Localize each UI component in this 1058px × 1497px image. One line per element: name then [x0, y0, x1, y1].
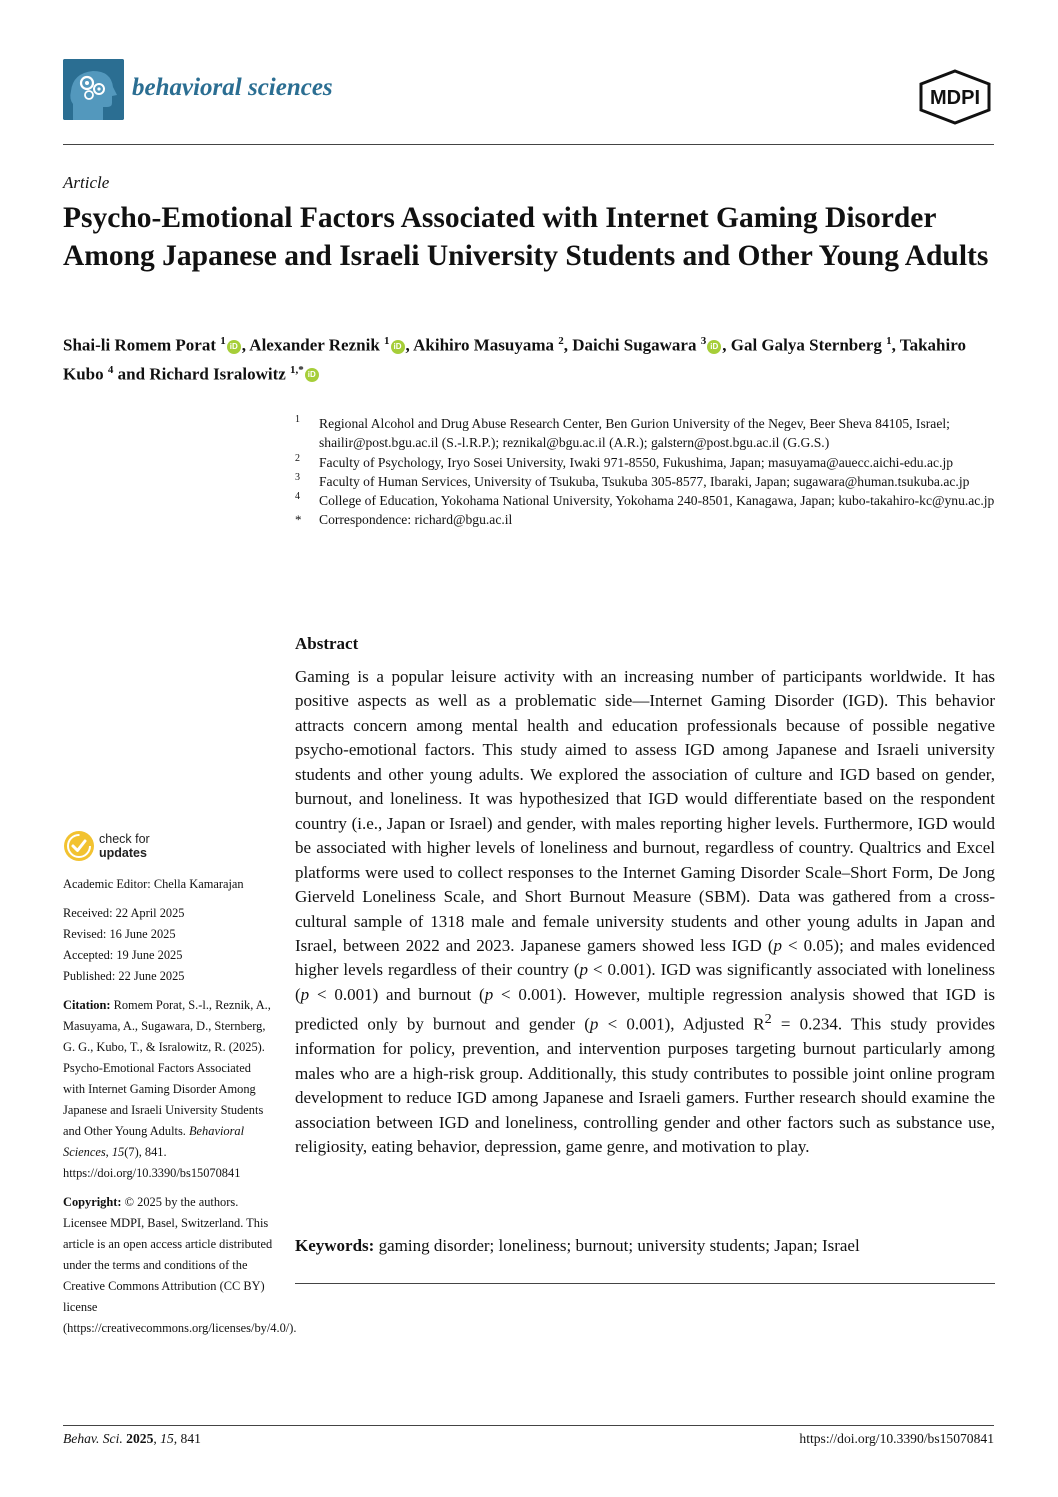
abstract-heading: Abstract — [295, 634, 359, 653]
affiliation-item — [295, 414, 995, 453]
affiliation-text: Correspondence: richard@bgu.ac.il — [319, 512, 513, 528]
affiliation-item — [295, 472, 995, 491]
author-affiliation-mark: 1 — [384, 335, 390, 347]
mdpi-logo-icon — [916, 69, 994, 125]
orcid-icon[interactable]: iD — [227, 340, 241, 354]
citation: Citation: Romem Porat, S.-l., Reznik, A., Masuyama, A., Sugawara, D., Sternberg, G. G., Kubo, T., & Isralowitz, R. (2025). Psycho-Emotional Factors Associated with Internet Gaming Disorder Among Japanese and Israeli University Students and Other Young Adults. Behavioral Sciences, 15(7), 841. https://doi.org/10.3390/bs15070841 — [63, 998, 271, 1180]
affiliation-mark: 1 — [295, 414, 300, 425]
received-date: Received: 22 April 2025 — [63, 906, 185, 920]
footer-citation: Behav. Sci. 2025, 15, 841 — [63, 1431, 201, 1446]
copyright-label: Copyright: — [63, 1195, 122, 1209]
publisher-name: MDPI — [930, 87, 980, 109]
orcid-icon[interactable]: iD — [305, 368, 319, 382]
journal-name: behavioral sciences — [132, 74, 333, 101]
affiliation-text: Faculty of Human Services, University of Tsukuba, Tsukuba 305-8577, Ibaraki, Japan; sugawara@human.tsukuba.ac.jp — [319, 473, 970, 489]
author-affiliation-mark: 2 — [558, 335, 564, 347]
author-affiliation-mark: 3 — [700, 335, 707, 347]
affiliation-mark: 3 — [295, 471, 300, 483]
article-type: Article — [63, 173, 110, 192]
keywords-text: gaming disorder; loneliness; burnout; university students; Japan; Israel — [374, 1236, 860, 1255]
author-name: Takahiro Kubo — [63, 335, 966, 384]
footer-doi-link[interactable]: https://doi.org/10.3390/bs15070841 — [799, 1431, 994, 1446]
article-info-sidebar — [63, 874, 297, 1347]
author-name: Akihiro Masuyama — [413, 335, 555, 355]
orcid-icon[interactable]: iD — [707, 340, 721, 354]
academic-editor: Academic Editor: Chella Kamarajan — [63, 877, 244, 891]
revised-date: Revised: 16 June 2025 — [63, 927, 176, 941]
affiliation-text: Regional Alcohol and Drug Abuse Research Center, Ben Gurion University of the Negev, Beer Sheva 84105, Israel; shailir@post.bgu.ac.il (S.-l.R.P.); reznikal@bgu.ac.il (A.R.); galstern@post.bgu.ac.il (G.G.S.) — [319, 416, 950, 451]
check-for-label: check for — [99, 832, 150, 846]
affiliation-mark: 4 — [295, 491, 300, 503]
author-affiliation-mark: 4 — [107, 363, 114, 376]
header-divider — [63, 144, 994, 145]
paper-title: Psycho-Emotional Factors Associated with Internet Gaming Disorder Among Japanese and Israeli University Students and Other Young Adults — [63, 202, 989, 272]
author-list: Shai-li Romem Porat $^1$ iD , Alexander Reznik $^1$ iD , Akihiro Masuyama $^2$, Daichi Sugawara $^3$ iD , Gal Galya Sternberg $^1$, Takahiro Kubo $^4$ and Richard Isralowitz $^{1,*}$ iD — [63, 335, 966, 384]
published-date: Published: 22 June 2025 — [63, 969, 185, 983]
updates-label: updates — [99, 846, 147, 860]
orcid-icon[interactable]: iD — [391, 340, 405, 354]
abstract-divider — [295, 1283, 995, 1284]
author-name: Alexander Reznik — [249, 335, 380, 355]
affiliations-list — [295, 414, 995, 530]
citation-doi-link[interactable]: (7), 841. https://doi.org/10.3390/bs15070841 — [63, 1145, 241, 1180]
journal-logo-icon — [63, 59, 124, 120]
check-for-updates-button[interactable] — [63, 830, 203, 866]
abstract-body: Gaming is a popular leisure activity with an increasing number of participants worldwide. It has positive aspects as well as a problematic side—Internet Gaming Disorder (IGD). This behavior attracts concern among mental health and education professionals because of possible negative psycho-emotional factors. This study aimed to assess IGD among Japanese and Israeli university students and other young adults. We explored the association of culture and IGD based on gender, burnout, and loneliness. It was hypothesized that IGD would differentiate based on the respondent country (i.e., Japan or Israel) and gender, with males reporting higher levels. Furthermore, IGD would be associated with higher levels of loneliness and burnout, regardless of country. Qualtrics and Excel platforms were used to collect responses to the Internet Gaming Disorder Scale–Short Form, De Jong Gierveld Loneliness Scale, and Short Burnout Measure (SBM). Data was gathered from a cross-cultural sample of 1318 male and female university students and other young adults in Japan and Israel, between 2022 and 2023. Japanese gamers showed less IGD (p < 0.05); and males evidenced higher levels regardless of their country (p < 0.001). IGD was significantly associated with loneliness (p < 0.001) and burnout (p < 0.001). However, multiple regression analysis showed that IGD is predicted only by burnout and gender (p < 0.001), Adjusted $R^2 = 0.234$. This study provides information for policy, prevention, and intervention purposes targeting burnout particularly among males who are a high-risk group. Additionally, this study contributes to possible joint online program development to reduce IGD among Japanese and Israeli gamers. Further research should examine the association between IGD and loneliness, controlling gender and other factors such as substance use, religiosity, eating behavior, depression, game genre, and motivation to play. — [295, 667, 996, 1157]
article-dates — [63, 903, 275, 987]
affiliation-text: Faculty of Psychology, Iryo Sosei University, Iwaki 971-8550, Fukushima, Japan; masuyama@auecc.aichi-edu.ac.jp — [319, 454, 954, 470]
citation-label: Citation: — [63, 998, 111, 1012]
citation-journal: Behavioral Sciences — [63, 1124, 245, 1159]
author-affiliation-mark: 1 — [220, 335, 226, 347]
author-name: Shai-li Romem Porat — [63, 335, 216, 355]
affiliation-item — [295, 510, 995, 529]
keywords-label: Keywords: — [295, 1236, 375, 1255]
check-updates-icon — [63, 830, 95, 862]
affiliation-item — [295, 453, 995, 472]
citation-volume: 15 — [111, 1145, 125, 1159]
affiliation-mark: * — [295, 512, 302, 528]
affiliation-text: College of Education, Yokohama National University, Yokohama 240-8501, Kanagawa, Japan; kubo-takahiro-kc@ynu.ac.jp — [319, 493, 995, 509]
affiliation-item — [295, 491, 995, 510]
author-name: Daichi Sugawara — [572, 335, 697, 355]
affiliation-mark: 2 — [295, 452, 300, 464]
citation-text: Romem Porat, S.-l., Reznik, A., Masuyama, A., Sugawara, D., Sternberg, G. G., Kubo, T., & Isralowitz, R. (2025). Psycho-Emotional Factors Associated with Internet Gaming Disorder Among Japanese and Israeli University Students and Other Young Adults. — [63, 998, 271, 1138]
author-name: Gal Galya Sternberg — [730, 335, 882, 355]
keywords — [295, 1234, 995, 1258]
footer-divider — [63, 1425, 994, 1426]
accepted-date: Accepted: 19 June 2025 — [63, 948, 183, 962]
author-name: Richard Isralowitz — [149, 364, 286, 384]
copyright-text[interactable]: © 2025 by the authors. Licensee MDPI, Basel, Switzerland. This article is an open access article distributed under the terms and conditions of the Creative Commons Attribution (CC BY) license (https://creativecommons.org/licenses/by/4.0/). — [63, 1195, 297, 1335]
author-affiliation-mark: 1,* — [290, 363, 304, 376]
copyright — [63, 1192, 297, 1339]
author-affiliation-mark: 1 — [886, 335, 892, 347]
